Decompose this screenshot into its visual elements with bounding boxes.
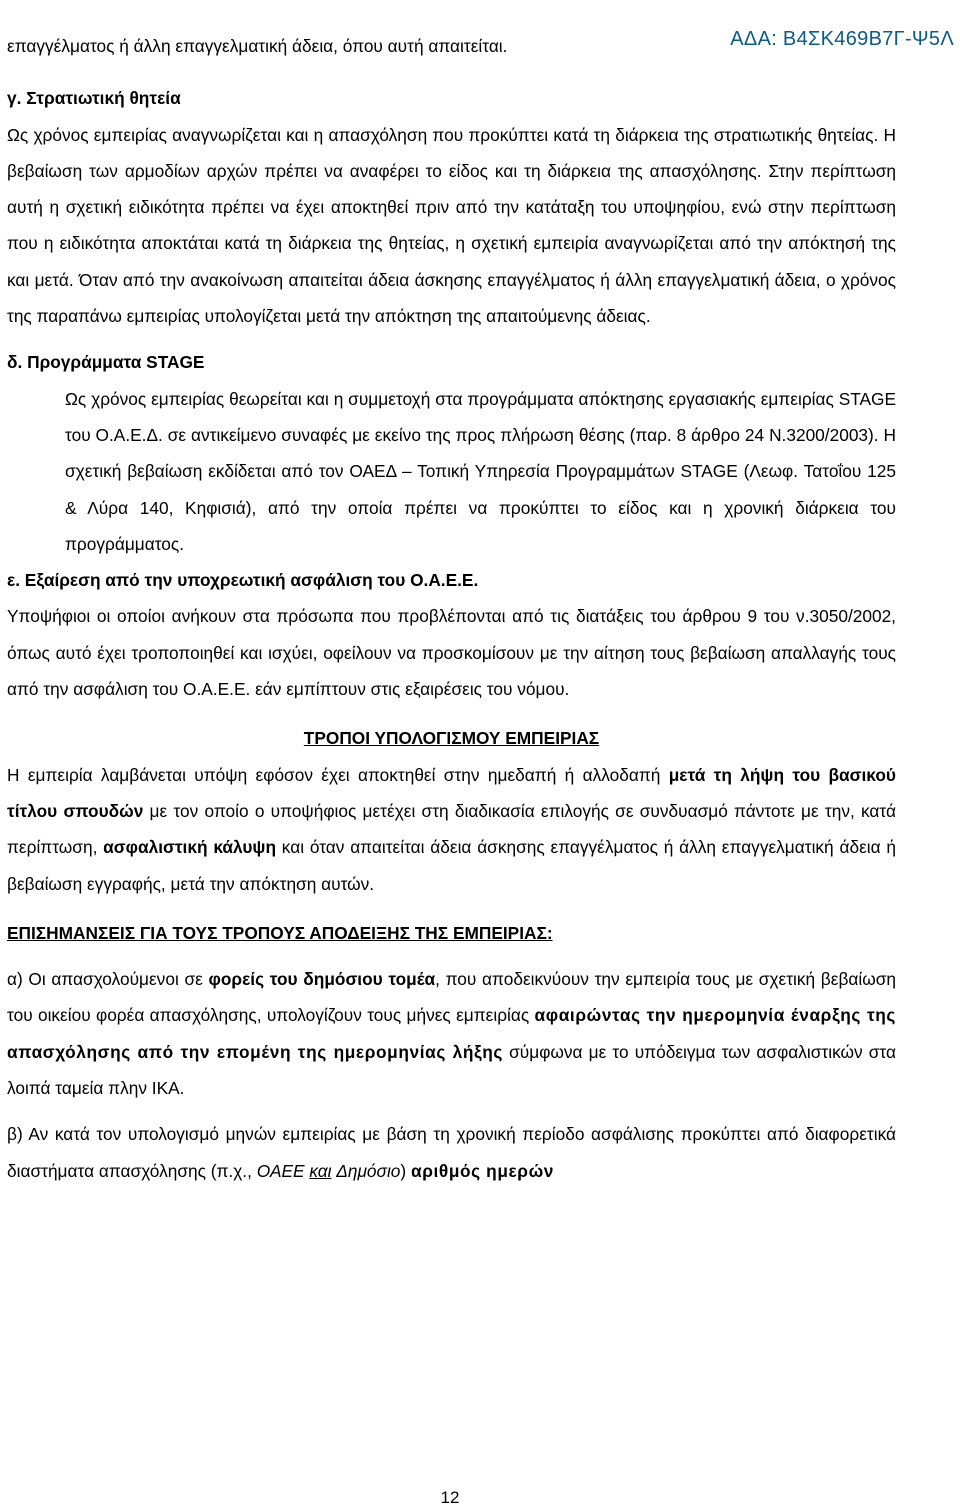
section-d-heading: δ. Προγράμματα STAGE: [7, 352, 205, 373]
methods-bold-2: ασφαλιστική κάλυψη: [103, 837, 276, 858]
notes-heading-text: ΕΠΙΣΗΜΑΝΣΕΙΣ ΓΙΑ ΤΟΥΣ ΤΡΟΠΟΥΣ ΑΠΟΔΕΙΞΗΣ ΤΗΣ ΕΜΠΕΙΡΙΑΣ:: [7, 922, 553, 943]
note-b-bold-1: αριθμός ημερών: [410, 1160, 554, 1181]
methods-heading: [7, 720, 896, 756]
note-a-text-2: , που αποδεικνύουν την εμπειρία τους με σχετική βεβαίωση του οικείου φορέα απασχόλησης, υπολογίζουν τους μήνες εμπειρίας: [7, 969, 896, 1026]
methods-text-1: Η εμπειρία λαμβάνεται υπόψη εφόσον έχει αποκτηθεί στην ημεδαπή ή αλλοδαπή: [7, 764, 669, 785]
section-d-body: Ως χρόνος εμπειρίας θεωρείται και η συμμετοχή στα προγράμματα απόκτησης εργασιακής εμπειρίας STAGE του Ο.Α.Ε.Δ. σε αντικείμενο συναφές με εκείνο της προς πλήρωση θέσης (παρ. 8 άρθρο 24 Ν.3200/2003). Η σχετική βεβαίωση εκδίδεται από τον ΟΑΕΔ – Τοπική Υπηρεσία Προγραμμάτων STAGE (Λεωφ. Τατοΐου 125 & Λύρα 140, Κηφισιά), από την οποία πρέπει να προκύπτει το είδος και η χρονική διάρκεια του προγράμματος.: [65, 388, 896, 554]
note-b-italic-1: ΟΑΕΕ: [256, 1160, 305, 1181]
methods-text-3: και όταν απαιτείται άδεια άσκησης επαγγέλματος ή άλλη επαγγελματική άδεια ή βεβαίωση εγγραφής, μετά την απόκτηση αυτών.: [7, 837, 896, 894]
note-a-bold-2: αφαιρώντας την ημερομηνία έναρξης της απασχόλησης από την επομένη της ημερομηνίας λήξης: [7, 1005, 896, 1062]
section-e-body: Υποψήφιοι οι οποίοι ανήκουν στα πρόσωπα που προβλέπονται από τις διατάξεις του άρθρου 9 του ν.3050/2002, όπως αυτό έχει τροποποιηθεί και ισχύει, οφείλουν να προσκομίσουν με την αίτηση τους βεβαίωση απαλλαγής τους από την ασφάλιση του Ο.Α.Ε.Ε. εάν εμπίπτουν στις εξαιρέσεις του νόμου.: [7, 606, 896, 700]
methods-body: [7, 757, 896, 902]
note-b-text-2: ): [400, 1160, 411, 1181]
continuation-line: επαγγέλματος ή άλλη επαγγελματική άδεια, όπου αυτή απαιτείται.: [7, 36, 508, 56]
notes-heading: [7, 915, 896, 951]
methods-bold-1: μετά τη λήψη του βασικού τίτλου σπουδών: [7, 764, 896, 821]
note-b-text-1: β) Αν κατά τον υπολογισμό μηνών εμπειρίας με βάση τη χρονική περίοδο ασφάλισης προκύπτει από διαφορετικά διαστήματα απασχόλησης (π.χ.,: [7, 1124, 896, 1181]
note-b-italic-3: Δημόσιο: [336, 1160, 401, 1181]
section-g-body: Ως χρόνος εμπειρίας αναγνωρίζεται και η απασχόληση που προκύπτει κατά τη διάρκεια της στρατιωτικής θητείας. Η βεβαίωση των αρμοδίων αρχών πρέπει να αναφέρει το είδος και τη διάρκεια της απασχόλησης. Στην περίπτωση αυτή η σχετική ειδικότητα πρέπει να έχει αποκτηθεί πριν από την κατάταξη του υποψηφίου, ενώ στην περίπτωση που η ειδικότητα αποκτάται κατά τη διάρκεια της θητείας, η σχετική εμπειρία αναγνωρίζεται από την απόκτησή της και μετά. Όταν από την ανακοίνωση απαιτείται άδεια άσκησης επαγγέλματος ή άλλη επαγγελματική άδεια, ο χρόνος της παραπάνω εμπειρίας υπολογίζεται μετά την απόκτηση της απαιτούμενης άδειας.: [7, 124, 896, 327]
note-a: [7, 961, 896, 1106]
document-page: [7, 28, 896, 1189]
note-a-text-3: σύμφωνα με το υπόδειγμα των ασφαλιστικών στα λοιπά ταμεία πλην ΙΚΑ.: [7, 1041, 896, 1099]
note-b: [7, 1116, 896, 1189]
note-a-bold-1: φορείς του δημόσιου τομέα: [208, 969, 436, 990]
methods-heading-text: ΤΡΟΠΟΙ ΥΠΟΛΟΓΙΣΜΟΥ ΕΜΠΕΙΡΙΑΣ: [303, 728, 600, 749]
section-e-heading: ε. Εξαίρεση από την υποχρεωτική ασφάλιση του Ο.Α.Ε.Ε.: [7, 570, 479, 591]
note-b-italic-2: και: [309, 1160, 332, 1181]
ada-code: ΑΔΑ: Β4ΣΚ469Β7Γ-Ψ5Λ: [730, 28, 954, 50]
note-a-text-1: α) Οι απασχολούμενοι σε: [7, 969, 209, 990]
methods-text-2: με τον οποίο ο υποψήφιος μετέχει στη διαδικασία επιλογής σε συνδυασμό πάντοτε με την, κατά περίπτωση,: [7, 800, 896, 858]
page-number: 12: [440, 1488, 460, 1507]
section-g-heading: γ. Στρατιωτική θητεία: [7, 88, 181, 109]
